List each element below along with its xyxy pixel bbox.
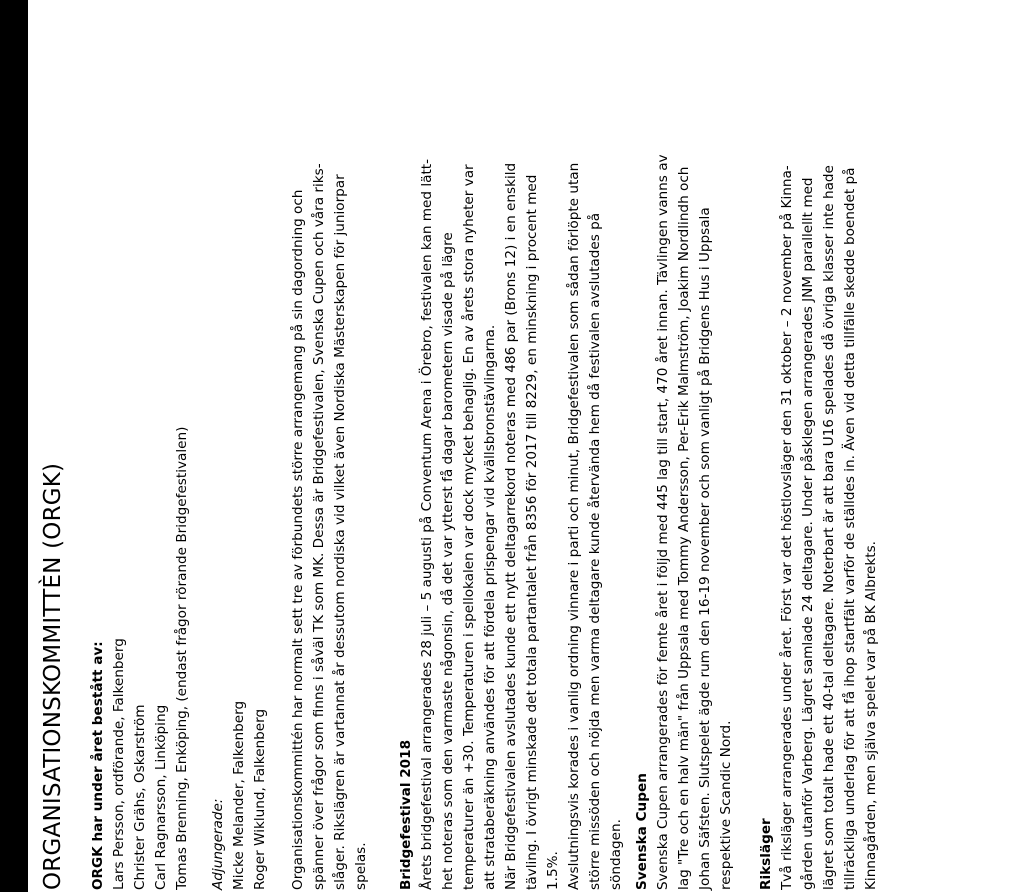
adjunct-line: Roger Wiklund, Falkenberg: [252, 708, 268, 890]
festival-line: het noteras som den varmaste någonsin, då det var ytterst få dagar barometern visade på lägre: [440, 232, 456, 890]
festival-line: större missöden och nöjda men varma deltagare kunde återvända hem då festivalen avslutades på: [587, 212, 603, 890]
cup-line: Svenska Cupen arrangerades för femte året i följd med 445 lag till start, 470 året innan. Tävlingen vanns av: [655, 154, 671, 890]
cup-section: [632, 6, 737, 890]
camps-line: tillräckliga underlag för att få ihop startfält varför de ställdes in. Även vid detta tillfälle skedde boendet på: [842, 167, 858, 890]
member-line: Lars Persson, ordförande, Falkenberg: [111, 638, 127, 890]
festival-section: [396, 6, 627, 890]
intro-line: slåger. Rikslägren är vartannat år dessutom nordiska vid vilket även Nordiska Mästerskapen för juniorpar: [332, 174, 348, 890]
intro-line: spänner över frågor som finns i såväl TK som MK. Dessa är Bridgefestivalen, Svenska Cupen och våra riks-: [311, 163, 327, 890]
festival-line: 1.5%.: [545, 851, 561, 890]
festival-line: att strataberäkning användes för att fördela prispengar vid kvällsbronstävlingarna.: [482, 324, 498, 890]
camps-line: lägret som totalt hade ett 40-tal deltagare. Noterbart är att bara U16 spelades då övriga klasser inte hade: [821, 165, 837, 890]
members-heading: ORGK har under året bestått av:: [90, 641, 106, 890]
festival-line: Avslutningsvis korades i vanlig ordning vinnare i parti och minut, Bridgefestivalen som sådan förlöpte utan: [566, 162, 582, 890]
camps-line: Kinnagården, men själva spelet var på BK Albrekts.: [863, 541, 879, 890]
members-section: [88, 6, 193, 890]
camps-section: [756, 6, 882, 890]
adjunct-heading: Adjungerade:: [210, 798, 226, 890]
festival-line: Årets bridgefestival arrangerades 28 juli – 5 augusti på Conventum Arena i Örebro, festivalen kan med lätt-: [419, 158, 435, 890]
festival-line: När Bridgefestivalen avslutades kunde ett nytt deltagarrekord noteras med 486 par (Brons 12) i en enskild: [503, 162, 519, 890]
festival-heading: Bridgefestival 2018: [398, 739, 414, 890]
intro-section: [288, 6, 372, 890]
adjunct-line: Micke Melander, Falkenberg: [231, 700, 247, 890]
camps-heading: Riksläger: [758, 818, 774, 890]
member-line: Christer Grähs, Oskarström: [132, 704, 148, 890]
festival-line: tävling. I övrigt minskade det totala partantalet från 8356 för 2017 till 8229, en minskning i procent med: [524, 174, 540, 890]
intro-line: Organisationskommittén har normalt sett tre av förbundets större arrangemang på sin dagordning och: [290, 189, 306, 890]
member-line: Tomas Brenning, Enköping, (endast frågor rörande Bridgefestivalen): [174, 426, 190, 890]
cup-line: respektive Scandic Nord.: [718, 720, 734, 890]
adjunct-section: [208, 6, 271, 890]
cup-heading: Svenska Cupen: [634, 773, 650, 890]
cup-line: Johan Säfsten. Slutspelet ägde rum den 16-19 november och som vanligt på Bridgens Hus i Uppsala: [697, 207, 713, 890]
cup-line: lag "Tre och en halv män" från Uppsala med Tommy Andersson, Per-Erik Malmström, Joakim Nordlindh och: [676, 166, 692, 890]
camps-line: gården utanför Varberg. Lägret samlade 24 deltagare. Under påsklegen arrangerades JNM parallellt med: [800, 177, 816, 890]
camps-line: Två riksläger arrangerades under året. Först var det höstlovsläger den 31 oktober – 2 november på Kinna-: [779, 165, 795, 890]
intro-line: spelas.: [353, 842, 369, 890]
festival-line: temperaturer än +30. Temperaturen i spellokalen var dock mycket behaglig. En av årets stora nyheter var: [461, 164, 477, 890]
top-black-bar: [0, 0, 28, 892]
festival-line: söndagen.: [608, 819, 624, 890]
member-line: Carl Ragnarsson, Linköping: [153, 704, 169, 890]
page-title: ORGANISATIONSKOMMITTÈN (ORGK): [40, 462, 66, 890]
